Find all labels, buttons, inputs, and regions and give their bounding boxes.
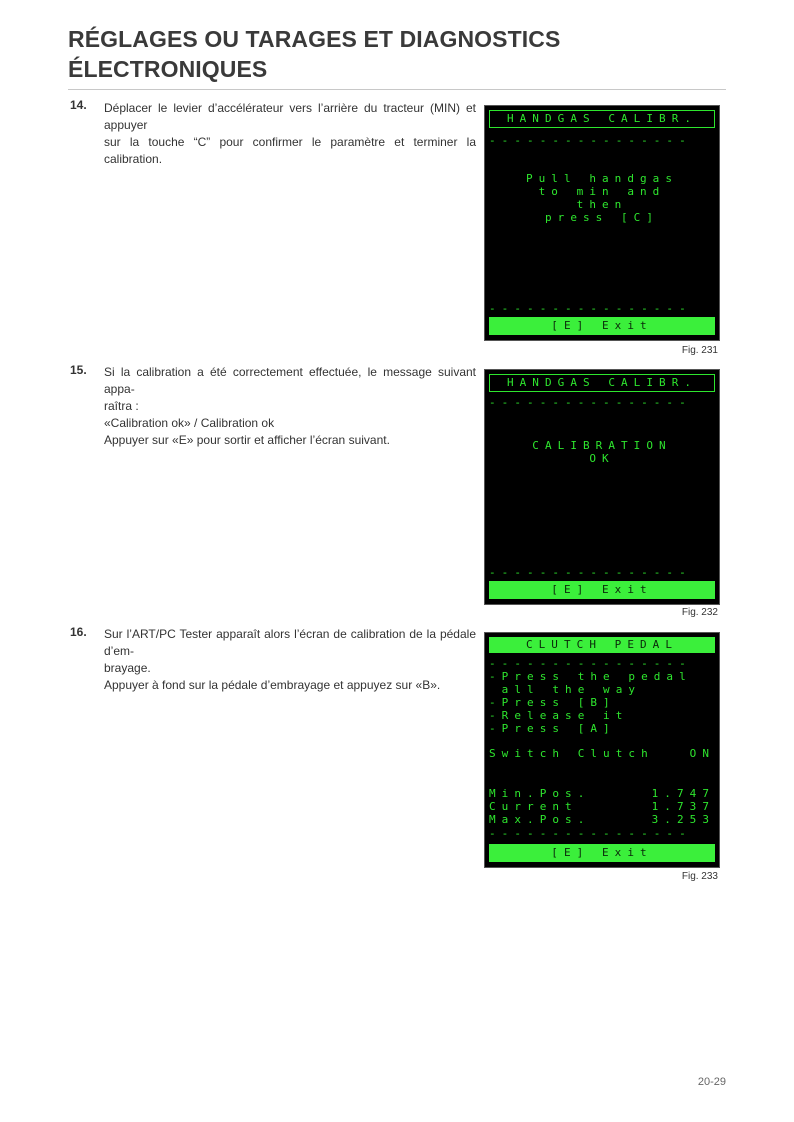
page-title [68,24,560,84]
reading-current [489,800,715,813]
screen-231-exit-bar: [E] Exit [489,317,715,335]
step-number-15: 15. [70,363,87,377]
screen-232-msg-line-1: CALIBRATION [532,439,672,452]
step-14-line-1: Déplacer le levier d’accélérateur vers l’arrière du tracteur (MIN) et appuyer [104,101,476,132]
page-number: 20-29 [697,1076,726,1088]
step-15-line-3: «Calibration ok» / Calibration ok [104,416,275,430]
screen-233-dashes-top: ---------------- [489,659,692,669]
reading-max-pos-value: 3.253 [651,813,715,826]
step-text-16 [104,626,476,694]
screen-fig-233 [484,632,720,868]
screen-231-msg-line-1: Pull handgas [525,172,679,185]
screen-232-dashes-bottom: ---------------- [489,568,692,578]
screen-233-instruction-1: -Press the pedal [489,670,692,683]
step-text-15 [104,364,476,449]
reading-min-pos-value: 1.747 [651,787,715,800]
figure-caption-231: Fig. 231 [681,345,718,356]
step-14-line-2: sur la touche “C” pour confirmer le paramètre et terminer la calibration. [104,135,476,166]
figure-caption-233: Fig. 233 [681,871,718,882]
screen-231-header: HANDGAS CALIBR. [489,110,715,128]
step-number-16: 16. [70,625,87,639]
screen-232-msg-line-2: OK [589,452,615,465]
switch-clutch-label: Switch Clutch [489,747,654,760]
reading-min-pos-label: Min.Pos. [489,787,591,800]
screen-232-dashes-top: ---------------- [489,398,692,408]
screen-231-dashes-top: ---------------- [489,136,692,146]
screen-233-instruction-2: all the way [489,683,642,696]
title-divider [68,89,726,90]
switch-clutch-state: ON [689,747,715,760]
screen-232-header: HANDGAS CALIBR. [489,374,715,392]
screen-231-dashes-bottom: ---------------- [489,304,692,314]
screen-232-exit-bar: [E] Exit [489,581,715,599]
screen-fig-231 [484,105,720,341]
step-16-line-2: brayage. [104,661,151,675]
screen-233-header: CLUTCH PEDAL [489,637,715,653]
page-title-line-2: ÉLECTRONIQUES [68,56,268,82]
reading-current-value: 1.737 [651,800,715,813]
reading-max-pos [489,813,715,826]
step-16-line-3: Appuyer à fond sur la pédale d’embrayage et appuyez sur «B». [104,678,441,692]
step-15-line-2: raîtra : [104,399,139,413]
screen-233-instruction-3: -Press [B] [489,696,616,709]
step-15-line-1: Si la calibration a été correctement effectuée, le message suivant appa- [104,365,476,396]
step-15-line-4: Appuyer sur «E» pour sortir et afficher l’écran suivant. [104,433,390,447]
screen-231-msg-line-2: to min and [538,185,666,198]
step-number-14: 14. [70,98,87,112]
reading-min-pos [489,787,715,800]
figure-caption-232: Fig. 232 [681,607,718,618]
screen-233-dashes-bottom: ---------------- [489,829,692,839]
screen-232-message [489,439,715,465]
reading-max-pos-label: Max.Pos. [489,813,591,826]
step-text-14 [104,100,476,168]
reading-current-label: Current [489,800,578,813]
screen-233-instruction-5: -Press [A] [489,722,616,735]
screen-233-switch-row [489,747,715,760]
screen-231-message [489,172,715,224]
screen-233-instruction-4: -Release it [489,709,629,722]
screen-231-msg-line-3: then [576,198,628,211]
screen-231-msg-line-4: press [C] [544,211,660,224]
step-16-line-1: Sur l’ART/PC Tester apparaît alors l’écran de calibration de la pédale d’em- [104,627,476,658]
screen-233-exit-bar: [E] Exit [489,844,715,862]
page-title-line-1: RÉGLAGES OU TARAGES ET DIAGNOSTICS [68,26,561,52]
screen-fig-232 [484,369,720,605]
